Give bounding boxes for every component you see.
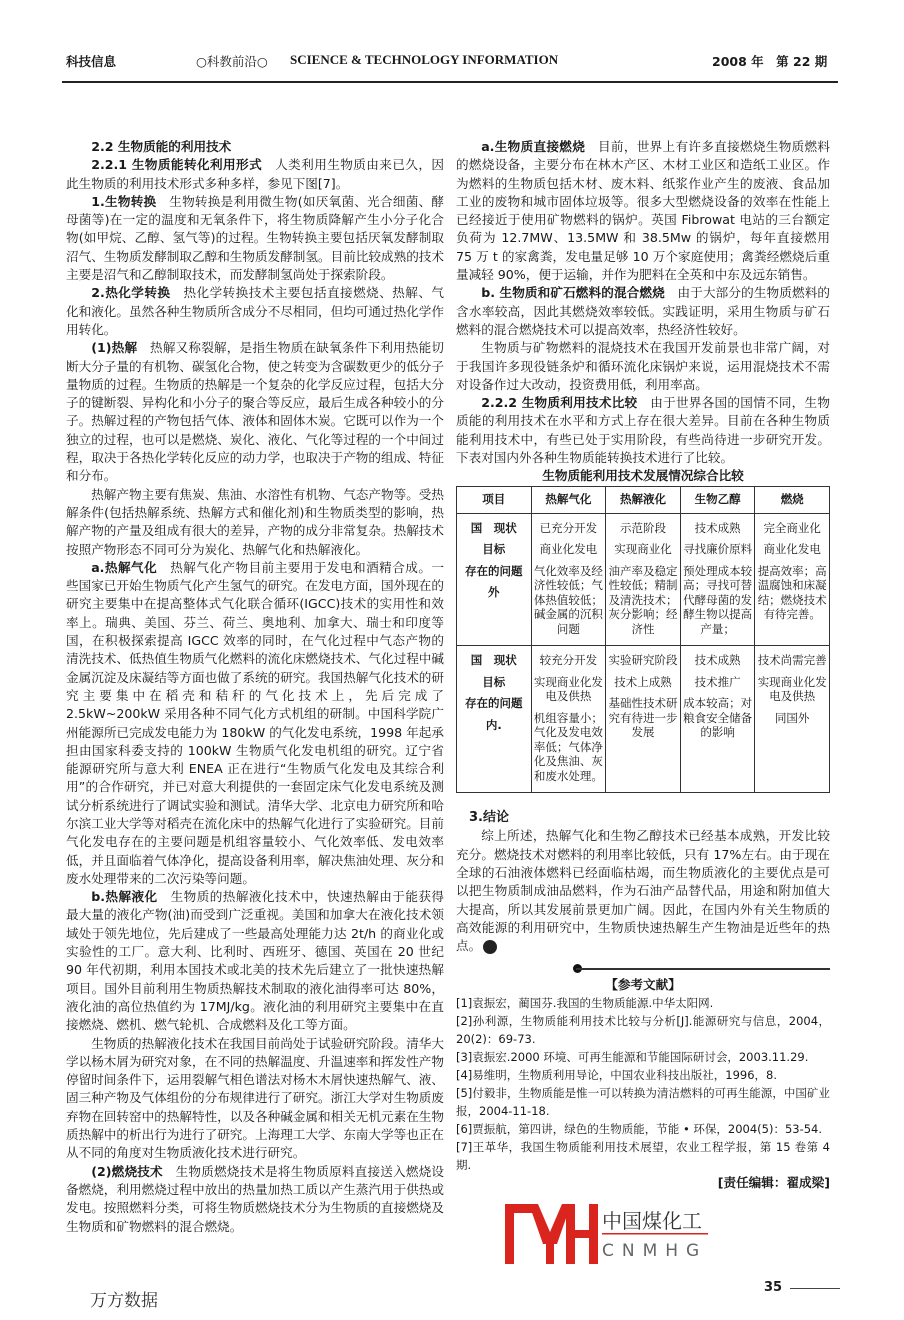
header-rule — [62, 81, 838, 83]
run-in-heading: (1)热解 — [91, 340, 138, 356]
paragraph — [456, 827, 830, 955]
text: 由于大部分的生物质燃料的含水率较高，因此其燃烧效率较低。实践证明，采用生物质与矿石燃料的混合燃烧技术可以提高效率，热经济性较好。 — [456, 285, 831, 337]
paragraph — [66, 1163, 444, 1236]
section-heading: 2.2 生物质能的利用技术 — [91, 139, 232, 154]
paragraph — [66, 888, 444, 1034]
reference-item: [5]付毅非，生物质能是惟一可以转换为清洁燃料的可再生能源，中国矿业报，2004-11-18. — [456, 1085, 830, 1118]
paragraph — [456, 138, 830, 284]
text: 由于世界各国的国情不同，生物质能的利用技术在水平和方式上存在很大差异。目前在各种生物质能利用技术中，有些已处于实用阶段，有些尚待进一步研究开发。下表对国内外各种生物质能转换技术进行了比较。 — [456, 395, 830, 466]
run-in-heading: b. 生物质和矿石燃料的混合燃烧 — [481, 285, 665, 301]
cell-item: 寻找廉价原料 — [683, 542, 753, 557]
cell-item: 实验研究阶段 — [608, 653, 678, 668]
table-cell — [531, 646, 606, 793]
references-list — [456, 994, 830, 1174]
logo-text-cn: 中国煤化工 — [602, 1209, 702, 1233]
row-label-cell — [457, 513, 532, 646]
cell-item: 成本较高；对粮食安全储备的影响 — [683, 696, 753, 740]
right-column — [456, 138, 830, 1192]
reference-item: [6]贾振航，第四讲，绿色的生物质能，节能 • 环保，2004(5)：53-54. — [456, 1121, 823, 1136]
journal-name-cn: 科技信息 — [66, 54, 117, 69]
table-header-cell: 热解液化 — [606, 486, 681, 513]
row-label: 存在的问题 — [465, 563, 523, 578]
text: 目前，世界上有许多直接燃烧生物质燃料的燃烧设备，主要分布在林木产区、木材工业区和造纸工业区。作为燃料的生物质包括木材、废木料、纸浆作业产生的废液、食品加工业的废物和城市固体垃圾等。很多大型燃烧设备的效率在性能上已经接近于使用矿物燃料的锅炉。英国 Fibrowat 电站的三台额定负荷为 12.7MW、13.5MW 和 38.5Mw 的锅炉，每年直接燃用 75 万 t 的家禽粪，发电量足够 10 万个家庭使用；禽粪经燃烧后重量减轻 90%，便于运输，并作为肥料在全英和中东及远东销售。 — [456, 139, 830, 283]
cell-item: 完全商业化 — [763, 520, 821, 535]
paragraph — [66, 156, 444, 193]
run-in-heading: b.热解液化 — [91, 889, 158, 905]
comparison-table — [456, 486, 830, 794]
paragraph — [456, 394, 830, 467]
text: 热化学转换技术主要包括直接燃烧、热解、气化和液化。虽然各种生物质所含成分不尽相同，但均可通过热化学作用转化。 — [66, 285, 444, 337]
text: 综上所述，热解气化和生物乙醇技术已经基本成熟，开发比较充分。燃烧技术对燃料的利用率比较低，只有 17%左右。由于现在全球的石油液体燃料已经面临枯竭，而生物质液化的主要优点是可以把生物质制成油品燃料，作为石油产品替代品，用途和附加值大大提高，所以其发展前景更加广阔。因此，在国内外有关生物质的高效能源的利用研究中，生物质快速热解生产生物油是近些年的热点。 — [456, 828, 830, 954]
end-mark-icon — [483, 940, 497, 954]
page-number: 35 — [764, 1280, 783, 1295]
run-in-heading: a.热解气化 — [91, 559, 158, 575]
text: 热解气化产物目前主要用于发电和酒精合成。一些国家已开始生物质气化产生氢气的研究。在发电方面，国外现在的研究主要集中在提高整体式气化联合循环(IGCC)技术的实用性和效率上。瑞典、美国、芬兰、荷兰、奥地利、加拿大、瑞士和印度等国，在积极探索提高 IGCC 效率的同时，在气化过程中气态产物的清洗技术、低热值生物质气化燃料的流化床燃烧技术、气化过程中碱金属沉淀及床凝结等方面也做了系统的研究。我国热解气化技术的研究主要集中在稻壳和秸秆的气化技术上，先后完成了 2.5kW~200kW 采用各种不同气化方式机组的研制。中国科学院广州能源所已完成发电能力为 180kW 的气化发电系统，1998 年起承担由国家科委支持的 100kW 生物质气化发电机组的研究。辽宁省能源研究所与意大利 ENEA 正在进行“生物质气化发电及其综合利用”的合作研究，并已对意大利提供的一套固定床气化发电系统及测试分析系统进行了调试实验和测试。清华大学、北京电力研究所和哈尔滨工业大学等对稻壳在流化床中的热解气化进行了实验研究。目前气化发电存在的主要问题是机组容量较小、气化效率低、发电效率低，并且面临着气体净化，提高设备利用率，解决焦油处理、灰分和废水处理带来的二次污染等问题。 — [66, 559, 444, 886]
row-label: 国 现状 — [470, 653, 517, 668]
table-cell — [755, 646, 830, 793]
table-cell — [680, 646, 755, 793]
text: 生物转换是利用微生物(如厌氧菌、光合细菌、酵母菌等)在一定的温度和无氧条件下，将生物质降解产生小分子化合物(如甲烷、乙醇、氢气等)的过程。生物转换主要包括厌氧发酵制取沼气、生物质发酵制取乙醇和生物质发酵制氢。目前比较成熟的技术主要是沼气和乙醇制取技术，而发酵制氢尚处于探索阶段。 — [66, 193, 444, 283]
watermark-text: 万方数据 — [90, 1291, 158, 1311]
editor-credit: [责任编辑：翟成梁] — [717, 1174, 830, 1190]
cell-item: 提高效率；高温腐蚀和床凝结；燃烧技术有待完善。 — [757, 563, 827, 622]
cell-item: 技术成熟 — [694, 653, 741, 668]
run-in-heading: 1.生物转换 — [91, 193, 157, 209]
run-in-heading: 2.2.1 生物质能转化利用形式 — [91, 157, 263, 173]
row-label: 目标 — [482, 674, 506, 689]
table-header-cell: 热解气化 — [531, 486, 606, 513]
table-header-row — [457, 486, 830, 513]
text: 生物质燃烧技术是将生物质原料直接送入燃烧设备燃烧，利用燃烧过程中放出的热量加热工质以产生蒸汽用于供热或发电。按照燃料分类，可将生物质燃烧技术分为生物质的直接燃烧及生物质和矿物燃料的混合燃烧。 — [66, 1163, 445, 1234]
row-label-cell — [457, 646, 532, 793]
row-label: 国 现状 — [470, 520, 517, 535]
row-label: 存在的问题 — [465, 696, 523, 711]
cell-item: 技术推广 — [694, 674, 741, 689]
reference-item: [7]王革华，我国生物质能利用技术展望，农业工程学报，第 15 卷第 4 期. — [456, 1139, 830, 1172]
run-in-heading: 2.热化学转换 — [91, 285, 171, 301]
run-in-heading: 2.2.2 生物质利用技术比较 — [481, 395, 638, 411]
paragraph: 生物质的热解液化技术在我国目前尚处于试验研究阶段。清华大学以杨木屑为研究对象，在不同的热解温度、升温速率和挥发性产物停留时间条件下，运用裂解气相色谱法对杨木木屑快速热解气、液、固三种产物及气体组份的分布规律进行了研究。浙江大学对生物质废弃物在回转窑中的热解特性，以及各种碱金属和相关无机元素在生物质热解中的析出行为进行了研究。上海理工大学、东南大学等也正在从不同的角度对生物质液化技术进行研究。 — [66, 1035, 444, 1161]
table-cell — [531, 513, 606, 646]
table-header-cell: 生物乙醇 — [680, 486, 755, 513]
reference-item: [4]易维明，生物质利用导论，中国农业科技出版社，1996，8. — [456, 1067, 778, 1082]
table-row — [457, 513, 830, 646]
row-label: 内. — [485, 717, 502, 732]
row-label: 外 — [488, 585, 500, 600]
references-heading: 【参考文献】 — [605, 976, 681, 992]
text: 人类利用生物质由来已久，因此生物质的利用技术形式多种多样，参见下图[7]。 — [66, 157, 444, 191]
cell-item: 实现商业化发电及供热 — [757, 674, 827, 704]
table-cell — [606, 513, 681, 646]
issue-label: 2008 年 第 22 期 — [712, 54, 828, 69]
page-number-rule — [790, 1288, 840, 1289]
paragraph — [66, 559, 444, 888]
table-header-cell: 燃烧 — [755, 486, 830, 513]
references-divider — [456, 962, 830, 976]
cell-item: 实现商业化发电及供热 — [533, 674, 603, 704]
table-cell — [680, 513, 755, 646]
table-cell — [755, 513, 830, 646]
cell-item: 技术上成熟 — [614, 674, 672, 689]
logo-text-en: CNMHG — [602, 1241, 708, 1261]
text: 热解又称裂解，是指生物质在缺氧条件下利用热能切断大分子量的有机物、碳氢化合物，使之转变为含碳数更少的低分子量物质的过程。生物质的热解是一个复杂的化学反应过程，包括大分子的键断裂、异构化和小分子的聚合等反应，最后生成各种较小的分子。热解过程的产物包括气体、液体和固体木炭。它既可以作为一个独立的过程，也可以是燃烧、炭化、液化、气化等过程的一个中间过程，取决于各热化学转化反应的动力学，也取决于产物的组成、特征和分布。 — [66, 340, 445, 484]
paragraph — [66, 284, 444, 339]
row-label: 目标 — [482, 542, 506, 557]
cell-item: 实现商业化 — [614, 542, 672, 557]
cell-item: 同国外 — [774, 710, 810, 725]
cell-item: 较充分开发 — [539, 653, 598, 668]
table-body — [457, 513, 830, 793]
cnmhg-logo — [505, 1204, 715, 1266]
text: 生物质的热解液化技术中，快速热解由于能获得最大量的液化产物(油)而受到广泛重视。美国和加拿大在液化技术领域处于领先地位，先后建成了一些最高处理能力达 2t/h 的商业化或实验性的工厂。意大利、比利时、西班牙、德国、英国在 20 世纪 90 年代初期，利用本国技术或北美的技术先后建立了一批快速热解项目。国外目前利用生物质热解技术制取的液化油得率可达 80%，液化油的高位热值约为 17MJ/kg。液化油的利用研究主要集中在直接燃烧、燃机、燃气轮机、合成燃料及化工等方面。 — [66, 889, 444, 1033]
cell-item: 基础性技术研究有待进一步发展 — [608, 696, 678, 740]
conclusion-section — [456, 809, 830, 955]
cell-item: 商业化发电 — [763, 542, 821, 557]
section-label: ○科教前沿○ — [196, 54, 268, 69]
cell-item: 示范阶段 — [619, 520, 666, 535]
reference-item: [3]袁振宏.2000 环境、可再生能源和节能国际研讨会，2003.11.29. — [456, 1049, 809, 1064]
cell-item: 预处理成本较高；寻找可替代酵母菌的发酵生物以提高产量； — [683, 563, 753, 636]
paragraph: 热解产物主要有焦炭、焦油、水溶性有机物、气态产物等。受热解条件(包括热解系统、热解方式和催化剂)和生物质类型的影响，热解产物的产量及组成有很大的差异，产物的成分非常复杂。热解技术按照产物形态不同可分为炭化、热解气化和热解液化。 — [66, 486, 444, 557]
cell-item: 技术尚需完善 — [757, 653, 827, 668]
cell-item: 油产率及稳定性较低；精制及清洗技术；灰分影响；经济性 — [608, 563, 678, 636]
cell-item: 已充分开发 — [539, 520, 598, 535]
run-in-heading: (2)燃烧技术 — [91, 1163, 163, 1179]
paragraph — [66, 339, 444, 485]
reference-item: [1]袁振宏，蔺国芬.我国的生物质能源.中华太阳网. — [456, 995, 714, 1010]
table-caption: 生物质能利用技术发展情况综合比较 — [542, 468, 744, 484]
conclusion-heading: 3.结论 — [469, 810, 509, 826]
table-header-cell: 项目 — [457, 486, 532, 513]
reference-item: [2]孙利源，生物质能利用技术比较与分析[J].能源研究与信息，2004，20(2)：69-73. — [456, 1013, 830, 1046]
run-in-heading: a.生物质直接燃烧 — [481, 139, 586, 154]
table-row — [457, 646, 830, 793]
paragraph: 生物质与矿物燃料的混烧技术在我国开发前景也非常广阔，对于我国许多现役链条炉和循环流化床锅炉来说，运用混烧技术不需对设备作过大改动，投资费用低，利用率高。 — [456, 340, 830, 392]
cell-item: 机组容量小；气化及发电效率低；气体净化及焦油、灰和废水处理。 — [533, 710, 603, 783]
cell-item: 技术成熟 — [694, 520, 741, 535]
cell-item: 商业化发电 — [539, 542, 598, 557]
cell-item: 气化效率及经济性较低；气体热值较低；碱金属的沉积问题 — [533, 563, 603, 636]
paragraph — [66, 193, 444, 284]
left-column — [66, 138, 444, 1236]
table-cell — [606, 646, 681, 793]
journal-name-en: SCIENCE & TECHNOLOGY INFORMATION — [290, 52, 559, 67]
paragraph — [456, 284, 830, 339]
